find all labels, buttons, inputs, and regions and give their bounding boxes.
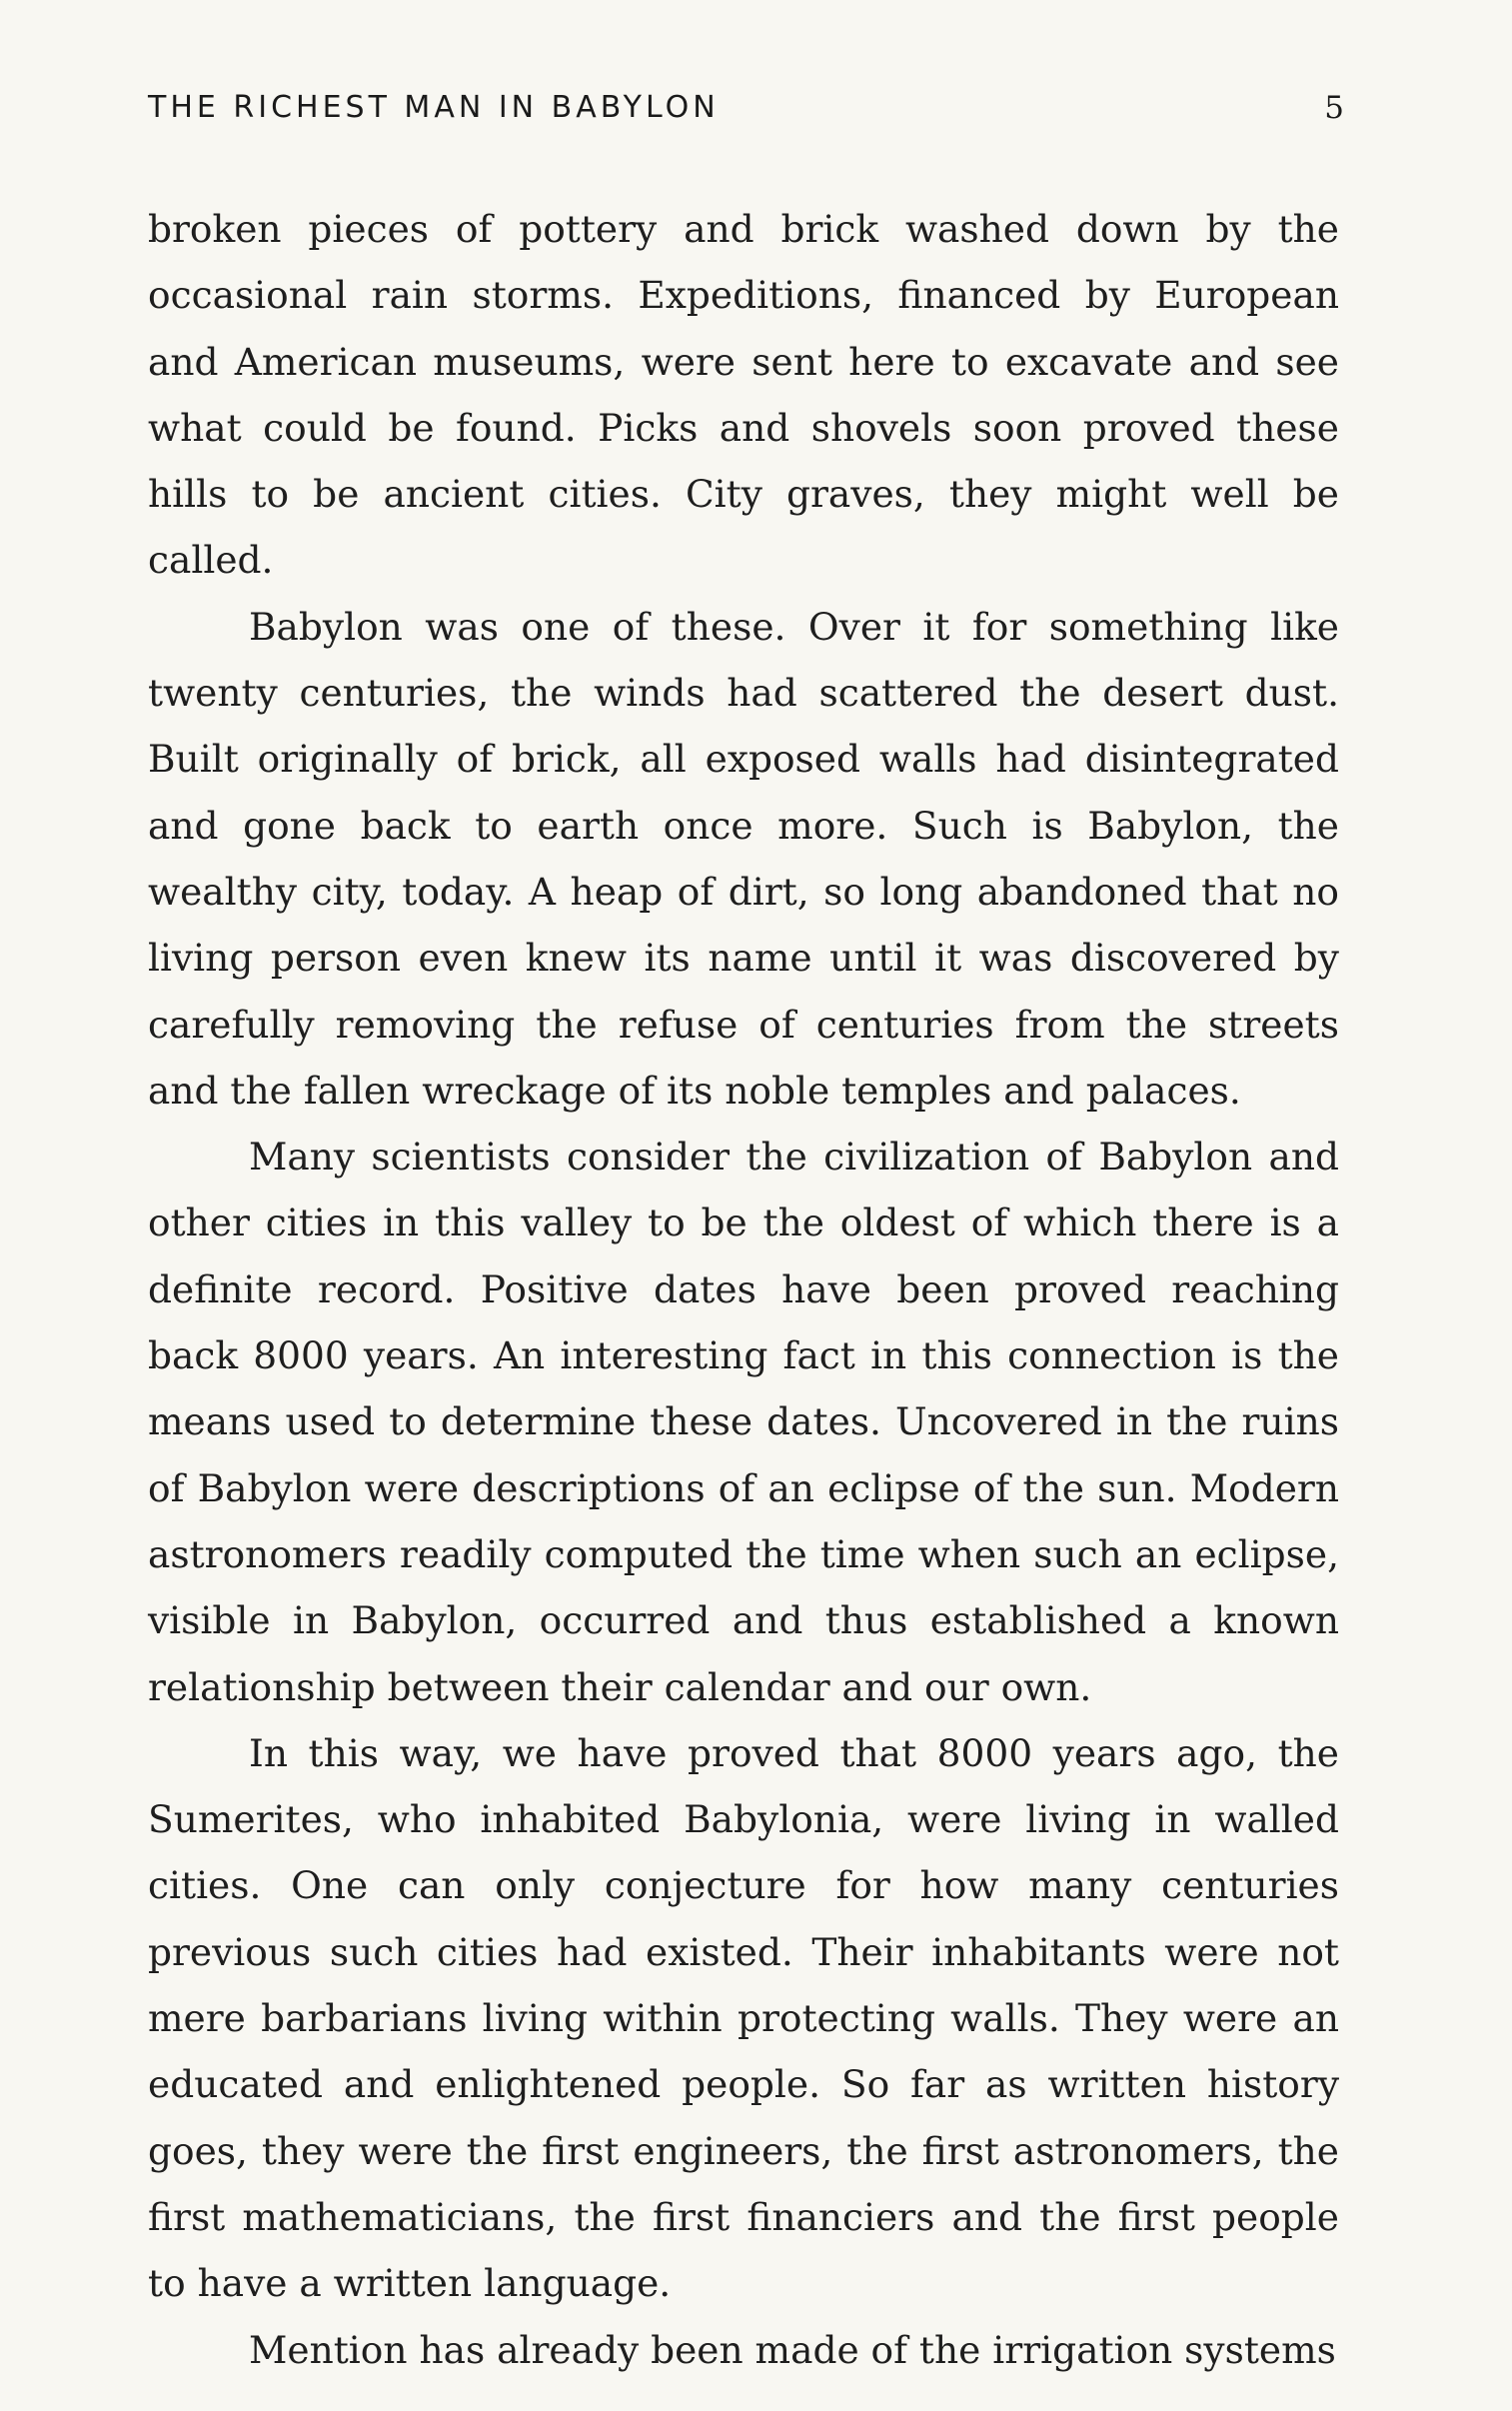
page-number: 5 [1324, 90, 1344, 126]
paragraph: Babylon was one of these. Over it for something like twenty centuries, the winds had scattered the desert dust. Built originally of brick, all exposed walls had disintegrated and gone back to earth once more. Such is Babylon, the wealthy city, today. A heap of dirt, so long abandoned that no living person even knew its name until it was discovered by carefully removing the refuse of centuries from the streets and the fallen wreckage of its noble temples and palaces. [148, 604, 1339, 1113]
paragraph: In this way, we have proved that 8000 years ago, the Sumerites, who inhabited Babylonia, were living in walled cities. One can only conjecture for how many centuries previous such cities had existed. Their inhabitants were not mere barbarians living within protecting walls. They were an educated and enlightened people. So far as written history goes, they were the first engineers, the first astronomers, the first mathematicians, the first financiers and the first people to have a written language. [148, 1730, 1339, 2306]
paragraph: Mention has already been made of the irrigation systems [249, 2327, 1336, 2372]
paragraph: Many scientists consider the civilization of Babylon and other cities in this valley to be the oldest of which there is a definite record. Positive dates have been proved reaching back 8000 years. An interesting fact in this connection is the means used to determine these dates. Uncovered in the ruins of Babylon were descriptions of an eclipse of the sun. Modern astronomers readily computed the time when such an eclipse, visible in Babylon, occurred and thus established a known relationship between their calendar and our own. [148, 1135, 1339, 1709]
paragraph-continued: broken pieces of pottery and brick washed down by the occasional rain storms. Expeditions, financed by European and American museums, were sent here to excavate and see what could be found. Picks and shovels soon proved these hills to be ancient cities. City graves, they might well be called. [148, 207, 1339, 583]
running-head-title: THE RICHEST MAN IN BABYLON [148, 90, 720, 125]
body-text [148, 196, 1339, 2383]
